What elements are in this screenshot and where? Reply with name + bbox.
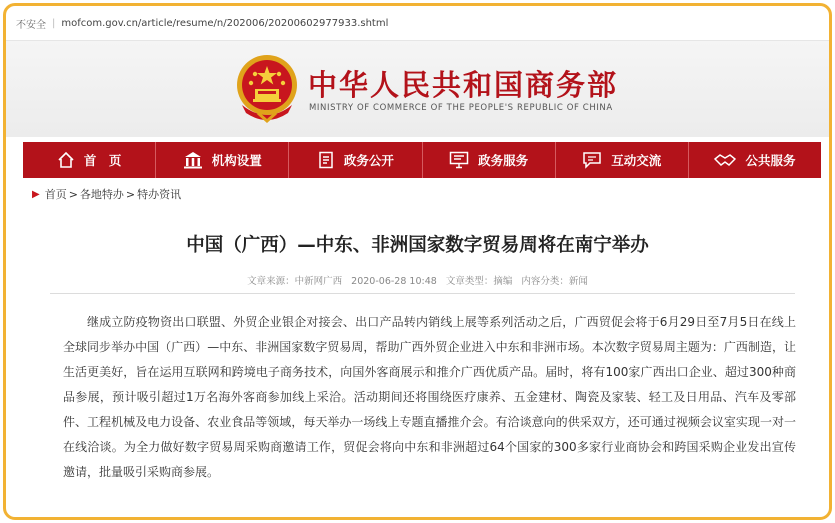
breadcrumb-separator: > <box>125 187 136 201</box>
nav-item-label: 首 页 <box>83 153 122 168</box>
national-emblem-icon <box>234 53 300 123</box>
site-title[interactable]: 中华人民共和国商务部 <box>308 68 619 102</box>
breadcrumb-local-offices[interactable]: 各地特办 <box>79 188 124 201</box>
handshake-icon <box>714 151 736 169</box>
article-category: 内容分类：新闻 <box>521 276 588 287</box>
nav-item-government-services[interactable] <box>423 142 556 178</box>
breadcrumb <box>32 186 181 202</box>
building-icon <box>183 151 203 169</box>
nav-item-label: 公共服务 <box>745 153 796 168</box>
breadcrumb-news[interactable]: 特办资讯 <box>137 188 182 201</box>
chat-icon <box>582 151 602 169</box>
site-subtitle: MINISTRY OF COMMERCE OF THE PEOPLE'S REPUBLIC OF CHINA <box>309 103 613 113</box>
nav-item-organization[interactable] <box>156 142 289 178</box>
breadcrumb-separator: > <box>68 187 78 201</box>
divider <box>50 293 795 294</box>
address-bar[interactable] <box>6 6 829 41</box>
insecure-label: 不安全 <box>16 19 46 31</box>
nav-item-label: 机构设置 <box>211 153 262 168</box>
article-title: 中国（广西）—中东、非洲国家数字贸易周将在南宁举办 <box>186 235 649 256</box>
breadcrumb-arrow-icon: ▶ <box>32 188 40 200</box>
nav-item-label: 互动交流 <box>611 153 662 168</box>
monitor-icon <box>449 151 469 169</box>
url-text[interactable]: mofcom.gov.cn/article/resume/n/202006/20200602977933.shtml <box>61 17 389 29</box>
nav-item-public-services[interactable] <box>689 142 821 178</box>
url-separator: | <box>52 17 56 29</box>
article-body: 继成立防疫物资出口联盟、外贸企业银企对接会、出口产品转内销线上展等系列活动之后，广西贸促会将于6月29日至7月5日在线上全球同步举办中国（广西）—中东、非洲国家数字贸易周，帮助广西外贸企业进入中东和非洲市场。本次数字贸易周主题为：广西制造，让生活更美好，旨在运用互联网和跨境电子商务技术，向国外客商展示和推介广西优质产品。届时，将有100家广西出口企业、超过300种商品参展，预计吸引超过1万名海外客商参加线上采洽。活动期间还将围绕医疗康养、五金建材、陶瓷及家装、轻工及日用品、汽车及零部件、工程机械及电力设备、农业食品等领域，每天举办一场线上专题直播推介会。有洽谈意向的供采双方，还可通过视频会议室实现一对一在线洽谈。为全力做好数字贸易周采购商邀请工作，贸促会将向中东和非洲超过64个国家的300多家行业商协会和跨国采购企业发出宣传邀请，批量吸引采购商参展。 <box>63 315 796 479</box>
home-icon <box>57 151 75 169</box>
site-header <box>6 41 829 137</box>
article-type: 文章类型：摘编 <box>445 276 513 287</box>
main-nav <box>23 142 821 178</box>
nav-item-home[interactable] <box>23 142 156 178</box>
article-source: 文章来源：中新网广西 <box>247 276 343 287</box>
screenshot-frame <box>3 3 832 520</box>
document-icon <box>317 151 335 169</box>
nav-item-interaction[interactable] <box>556 142 689 178</box>
nav-item-government-affairs[interactable] <box>289 142 422 178</box>
breadcrumb-home[interactable]: 首页 <box>44 188 67 201</box>
nav-item-label: 政务服务 <box>478 153 529 168</box>
article-date: 2020-06-28 10:48 <box>351 276 437 287</box>
nav-item-label: 政务公开 <box>343 153 394 168</box>
article-meta <box>6 273 829 287</box>
